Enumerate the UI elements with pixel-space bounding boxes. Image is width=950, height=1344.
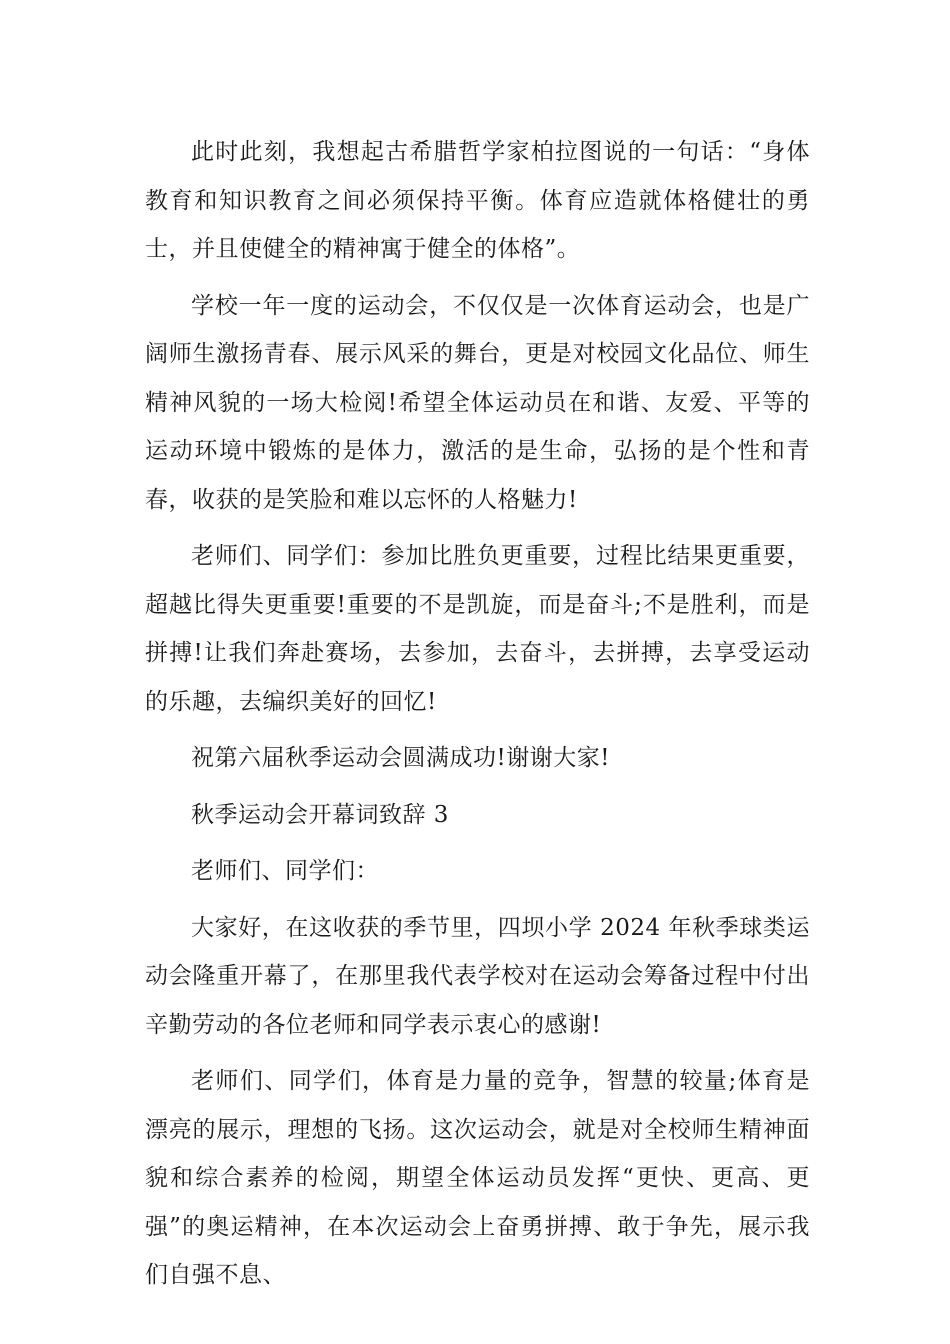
paragraph-sports-spirit: 老师们、同学们，体育是力量的竞争，智慧的较量;体育是漂亮的展示，理想的飞扬。这次运动会，就是对全校师生精神面貌和综合素养的检阅，期望全体运动员发挥“更快、更高、更强”的奥运精神，在本次运动会上奋勇拼搏、敢于争先，展示我们自强不息、: [145, 1068, 810, 1288]
paragraph-plato-quote: 此时此刻，我想起古希腊哲学家柏拉图说的一句话：“身体教育和知识教育之间必须保持平衡。体育应造就体格健壮的勇士，并且使健全的精神寓于健全的体格”。: [145, 139, 810, 262]
paragraph-sports-meet-stage: 学校一年一度的运动会，不仅仅是一次体育运动会，也是广阔师生激扬青春、展示风采的舞台，更是对校园文化品位、师生精神风貌的一场大检阅!希望全体运动员在和谐、友爱、平等的运动环境中锻炼的是体力，激活的是生命，弘扬的是个性和青春，收获的是笑脸和难以忘怀的人格魅力!: [145, 292, 810, 513]
paragraph-opening: 大家好，在这收获的季节里，四坝小学 2024 年秋季球类运动会隆重开幕了，在那里我代表学校对在运动会筹备过程中付出辛勤劳动的各位老师和同学表示衷心的感谢!: [145, 914, 810, 1038]
paragraph-participation: 老师们、同学们：参加比胜负更重要，过程比结果更重要，超越比得失更重要!重要的不是凯旋，而是奋斗;不是胜利，而是拼搏!让我们奔赴赛场，去参加，去奋斗，去拼搏，去享受运动的乐趣，去编织美好的回忆!: [145, 543, 810, 715]
paragraph-salutation: 老师们、同学们：: [191, 858, 379, 884]
paragraph-wishes: 祝第六届秋季运动会圆满成功!谢谢大家!: [191, 745, 610, 771]
section-heading: 秋季运动会开幕词致辞 3: [191, 801, 449, 828]
document-body: [145, 128, 810, 1300]
